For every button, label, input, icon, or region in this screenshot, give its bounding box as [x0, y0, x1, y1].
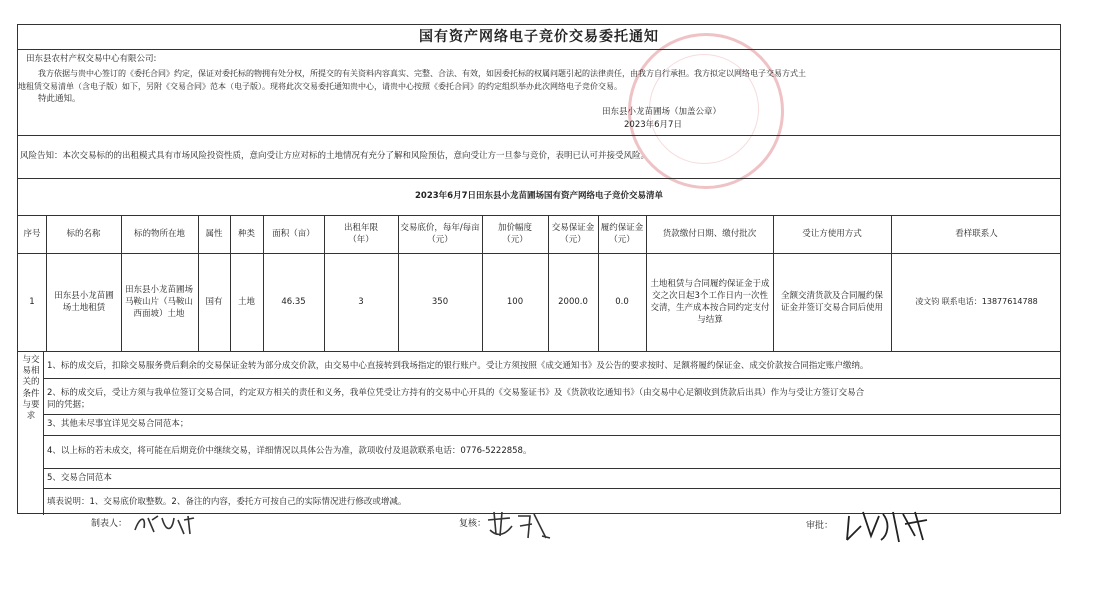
- document-title: 国有资产网络电子竞价交易委托通知: [419, 29, 659, 45]
- table-header-usage: 受让方使用方式: [802, 229, 862, 239]
- conditions-label: 与交易相关的条件与要求: [22, 355, 40, 422]
- table-header-type: 种类: [237, 229, 255, 239]
- notice-recipient: 田东县农村产权交易中心有限公司:: [26, 54, 157, 64]
- condition-3: 3、其他未尽事宜详见交易合同范本；: [47, 419, 189, 429]
- cell-performance-deposit: 0.0: [615, 297, 629, 307]
- condition-5: 5、交易合同范本: [47, 473, 112, 483]
- cell-type: 土地: [237, 297, 255, 307]
- condition-1: 1、标的成交后，扣除交易服务费后剩余的交易保证金转为部分成交价款，由交易中心直接转到我场指定的银行账户。受让方须按照《成交通知书》及公告的要求按时、足额将履约保证金、成交价款按合同指定账户缴纳。: [47, 361, 869, 371]
- approver-signature: [843, 506, 933, 551]
- notice-body-line1: 我方依据与贵中心签订的《委托合同》约定，保证对委托标的物拥有处分权，所提交的有关资料内容真实、完整、合法、有效，如因委托标的权属问题引起的法律责任，由我方自行承担。我方拟定以网络电子交易方式土: [38, 69, 806, 78]
- notice-signer: 田东县小龙苗圃场（加盖公章）: [602, 107, 722, 117]
- cell-deposit: 2000.0: [558, 297, 588, 307]
- table-header-seq: 序号: [23, 229, 41, 239]
- table-header-deposit: 交易保证金（元）: [551, 223, 595, 245]
- cell-area: 46.35: [281, 297, 306, 307]
- cell-payment: 土地租赁与合同履约保证金于成交之次日起3个工作日内一次性交清，生产成本按合同约定支付与结算: [650, 279, 770, 325]
- maker-signature: [132, 510, 202, 543]
- notice-body-line2: 地租赁交易清单（含电子版）如下，另附《交易合同》范本（电子版）。现将此次交易委托通知贵中心，请贵中心按照《委托合同》的约定组织举办此次网络电子竞价交易。: [18, 82, 622, 91]
- condition-4: 4、以上标的若未成交，将可能在后期竞价中继续交易，详细情况以具体公告为准，款项收付及退款联系电话：0776-5222858。: [47, 446, 532, 456]
- list-title: 2023年6月7日田东县小龙苗圃场国有资产网络电子竞价交易清单: [415, 191, 663, 201]
- notice-closing: 特此通知。: [38, 94, 81, 104]
- table-header-payment: 货款缴付日期、缴付批次: [662, 229, 757, 239]
- maker-label: 制表人：: [91, 519, 128, 529]
- cell-name: 田东县小龙苗圃场土地租赁: [54, 291, 114, 313]
- condition-2: 2、标的成交后，受让方须与我单位签订交易合同，约定双方相关的责任和义务，我单位凭受让方持有的交易中心开具的《交易鉴证书》及《货款收讫通知书》（由交易中心足额收到货款后出具）作为与受让方签订交易合: [47, 388, 865, 398]
- table-header-years: 出租年限（年）: [343, 223, 378, 245]
- table-header-attribute: 属性: [205, 229, 223, 239]
- table-header-area: 面积（亩）: [272, 229, 315, 239]
- fill-instructions: 填表说明：1、交易底价取整数。2、备注的内容，委托方可按自己的实际情况进行修改或增减。: [47, 497, 407, 507]
- cell-attribute: 国有: [205, 297, 223, 307]
- notice-document: [17, 24, 1061, 514]
- cell-base-price: 350: [431, 297, 449, 307]
- table-header-increment: 加价幅度（元）: [497, 223, 532, 245]
- cell-location: 田东县小龙苗圃场马鞍山片（马鞍山西面坡）土地: [124, 285, 193, 319]
- reviewer-label: 复核：: [459, 519, 487, 529]
- condition-2-cont: 同的凭据；: [47, 400, 90, 410]
- risk-notice: 风险告知：本次交易标的的出租模式具有市场风险投资性质，意向受让方应对标的土地情况有充分了解和风险预估，意向受让方一旦参与竞价，表明已认可并接受风险。: [20, 151, 650, 161]
- notice-date: 2023年6月7日: [624, 120, 682, 130]
- reviewer-signature: [484, 508, 554, 547]
- cell-usage: 全额交清货款及合同履约保证金并签订交易合同后使用: [780, 291, 883, 313]
- cell-seq: 1: [29, 297, 35, 307]
- table-header-location: 标的物所在地: [133, 229, 185, 239]
- table-header-name: 标的名称: [66, 229, 101, 239]
- cell-increment: 100: [506, 297, 524, 307]
- cell-contact: 凌文钧 联系电话：13877614788: [915, 297, 1038, 306]
- table-header-contact: 看样联系人: [955, 229, 998, 239]
- cell-years: 3: [358, 297, 364, 307]
- table-header-performance-deposit: 履约保证金（元）: [600, 223, 644, 245]
- table-header-base-price: 交易底价，每年/每亩（元）: [400, 223, 480, 245]
- approver-label: 审批：: [806, 521, 834, 531]
